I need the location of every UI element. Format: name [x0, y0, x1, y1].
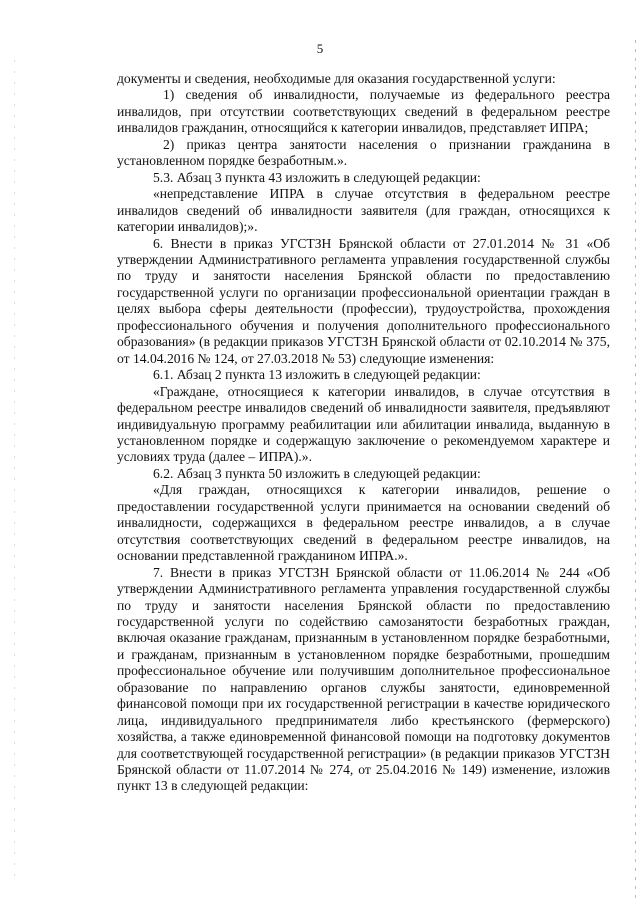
clause-6: 6. Внести в приказ УГСТЗН Брянской области от 27.01.2014 № 31 «Об утверждении Административного регламента управления государственной службы по труду и занятости населения Брянской области по предоставлению государственной услуги по организации профессиональной ориентации граждан в целях выбора сферы деятельности (профессии), трудоустройства, прохождения профессионального обучения и получения дополнительного профессионального образования» (в редакции приказов УГСТЗН Брянской области от 02.10.2014 № 375, от 14.04.2016 № 124, от 27.03.2018 № 53) следующие изменения:	[117, 235, 610, 366]
clause-5-3-text: «непредставление ИПРА в случае отсутствия в федеральном реестре инвалидов сведений об инвалидности заявителя (для граждан, относящихся к категории инвалидов);».	[117, 186, 610, 235]
clause-6-2-text: «Для граждан, относящихся к категории инвалидов, решение о предоставлении государственной услуги принимается на основании сведений об инвалидности, содержащихся в федеральном реестре инвалидов, а в случае отсутствия соответствующих сведений в федеральном реестре инвалидов, на основании представленной гражданином ИПРА.».	[117, 482, 610, 564]
document-body	[117, 71, 610, 795]
clause-7: 7. Внести в приказ УГСТЗН Брянской области от 11.06.2014 № 244 «Об утверждении Административного регламента управления государственной службы по труду и занятости населения Брянской области по предоставлению государственной услуги по содействию самозанятости безработных граждан, включая оказание гражданам, признанным в установленном порядке безработными, и гражданам, признанным в установленном порядке безработными, прошедшим профессиональное обучение или получившим дополнительное профессиональное образование по направлению органов службы занятости, единовременной финансовой помощи при их государственной регистрации в качестве юридического лица, индивидуального предпринимателя либо крестьянского (фермерского) хозяйства, а также единовременной финансовой помощи на подготовку документов для соответствующей государственной регистрации» (в редакции приказов УГСТЗН Брянской области от 11.07.2014 № 274, от 25.04.2016 № 149) изменение, изложив пункт 13 в следующей редакции:	[117, 564, 610, 794]
paragraph-continuation: документы и сведения, необходимые для оказания государственной услуги:	[117, 71, 556, 86]
scan-edge-left	[14, 60, 15, 880]
clause-6-2: 6.2. Абзац 3 пункта 50 изложить в следующей редакции:	[153, 465, 481, 481]
clause-6-1-text: «Граждане, относящиеся к категории инвалидов, в случае отсутствия в федеральном реестре инвалидов сведений об инвалидности заявителя, предъявляют индивидуальную программу реабилитации или абилитации инвалида, выданную в установленном порядке и содержащую заключение о рекомендуемом характере и условиях труда (далее – ИПРА).».	[117, 383, 610, 465]
list-item-1: 1) сведения об инвалидности, получаемые из федерального реестра инвалидов, при отсутствии соответствующих сведений в федеральном реестре инвалидов гражданин, относящийся к категории инвалидов, представляет ИПРА;	[117, 87, 610, 136]
page-number: 5	[316, 41, 324, 56]
list-item-2: 2) приказ центра занятости населения о признании гражданина в установленном порядке безработным.».	[117, 136, 610, 169]
clause-6-1: 6.1. Абзац 2 пункта 13 изложить в следующей редакции:	[153, 367, 481, 383]
scan-edge-right	[635, 40, 636, 900]
clause-5-3: 5.3. Абзац 3 пункта 43 изложить в следующей редакции:	[153, 169, 481, 185]
